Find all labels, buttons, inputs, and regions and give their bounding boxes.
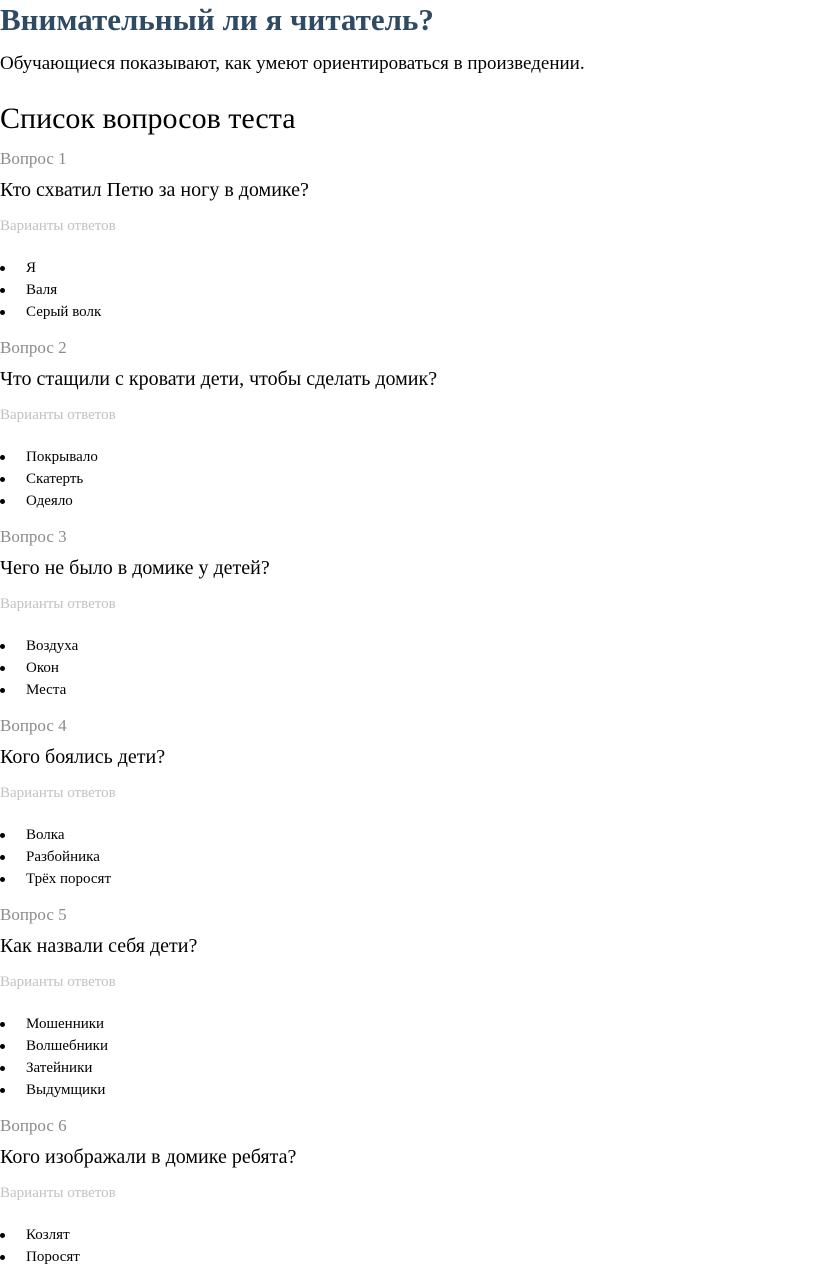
answer-item bbox=[0, 679, 78, 701]
bullet-icon bbox=[0, 666, 5, 671]
question-text: Чего не было в домике у детей? bbox=[0, 557, 270, 579]
answer-item bbox=[0, 257, 101, 279]
answer-item bbox=[0, 1013, 108, 1035]
bullet-icon bbox=[0, 877, 5, 882]
question-number: Вопрос 1 bbox=[0, 149, 67, 168]
answer-list bbox=[0, 1013, 108, 1101]
answer-text: Покрывало bbox=[26, 449, 98, 465]
answer-item bbox=[0, 446, 98, 468]
question-text: Как назвали себя дети? bbox=[0, 935, 198, 957]
bullet-icon bbox=[0, 855, 5, 860]
bullet-icon bbox=[0, 455, 5, 460]
bullet-icon bbox=[0, 1066, 5, 1071]
bullet-icon bbox=[0, 499, 5, 504]
answer-item bbox=[0, 1224, 80, 1246]
bullet-icon bbox=[0, 310, 5, 315]
section-title: Список вопросов теста bbox=[0, 102, 296, 135]
answer-item bbox=[0, 1246, 80, 1268]
bullet-icon bbox=[0, 1088, 5, 1093]
answer-text: Воздуха bbox=[26, 638, 79, 654]
answer-variants-label: Варианты ответов bbox=[0, 974, 116, 990]
answer-text: Козлят bbox=[26, 1227, 70, 1243]
question-number: Вопрос 2 bbox=[0, 338, 67, 357]
answer-item bbox=[0, 301, 101, 323]
bullet-icon bbox=[0, 833, 5, 838]
answer-text: Скатерть bbox=[26, 471, 84, 487]
answer-item bbox=[0, 490, 98, 512]
answer-text: Затейники bbox=[26, 1060, 93, 1076]
bullet-icon bbox=[0, 688, 5, 693]
answer-text: Валя bbox=[26, 282, 58, 298]
answer-variants-label: Варианты ответов bbox=[0, 407, 116, 423]
answer-list bbox=[0, 1224, 80, 1268]
answer-text: Поросят bbox=[26, 1249, 80, 1265]
answer-text: Выдумщики bbox=[26, 1082, 106, 1098]
answer-item bbox=[0, 1035, 108, 1057]
answer-text: Мошенники bbox=[26, 1016, 105, 1032]
answer-text: Волшебники bbox=[26, 1038, 109, 1054]
answer-item bbox=[0, 1057, 108, 1079]
question-text: Что стащили с кровати дети, чтобы сделать домик? bbox=[0, 368, 438, 390]
question-text: Кого изображали в домике ребята? bbox=[0, 1146, 297, 1168]
answer-text: Места bbox=[26, 682, 67, 698]
page-title: Внимательный ли я читатель? bbox=[0, 2, 434, 37]
bullet-icon bbox=[0, 288, 5, 293]
answer-variants-label: Варианты ответов bbox=[0, 785, 116, 801]
question-text: Кто схватил Петю за ногу в домике? bbox=[0, 179, 309, 201]
answer-variants-label: Варианты ответов bbox=[0, 596, 116, 612]
question-text: Кого боялись дети? bbox=[0, 746, 166, 768]
page-subtitle: Обучающиеся показывают, как умеют ориентироваться в произведении. bbox=[0, 53, 585, 74]
bullet-icon bbox=[0, 644, 5, 649]
answer-item bbox=[0, 824, 111, 846]
answer-text: Разбойника bbox=[26, 849, 100, 865]
bullet-icon bbox=[0, 266, 5, 271]
answer-item bbox=[0, 635, 78, 657]
bullet-icon bbox=[0, 1233, 5, 1238]
answer-item bbox=[0, 279, 101, 301]
answer-text: Я bbox=[26, 260, 37, 276]
bullet-icon bbox=[0, 1255, 5, 1260]
answer-variants-label: Варианты ответов bbox=[0, 1185, 116, 1201]
question-number: Вопрос 3 bbox=[0, 527, 67, 546]
answer-item bbox=[0, 868, 111, 890]
question-number: Вопрос 5 bbox=[0, 905, 67, 924]
answer-list bbox=[0, 635, 78, 701]
answer-list bbox=[0, 257, 101, 323]
bullet-icon bbox=[0, 1044, 5, 1049]
answer-item bbox=[0, 657, 78, 679]
answer-item bbox=[0, 1079, 108, 1101]
answer-item bbox=[0, 468, 98, 490]
answer-text: Окон bbox=[26, 660, 59, 676]
answer-text: Трёх поросят bbox=[26, 871, 112, 887]
answer-text: Волка bbox=[26, 827, 65, 843]
answer-variants-label: Варианты ответов bbox=[0, 218, 116, 234]
answer-text: Одеяло bbox=[26, 493, 73, 509]
answer-list bbox=[0, 824, 111, 890]
bullet-icon bbox=[0, 1022, 5, 1027]
question-number: Вопрос 6 bbox=[0, 1116, 67, 1135]
answer-item bbox=[0, 846, 111, 868]
bullet-icon bbox=[0, 477, 5, 482]
answer-list bbox=[0, 446, 98, 512]
answer-text: Серый волк bbox=[26, 304, 102, 320]
question-number: Вопрос 4 bbox=[0, 716, 67, 735]
